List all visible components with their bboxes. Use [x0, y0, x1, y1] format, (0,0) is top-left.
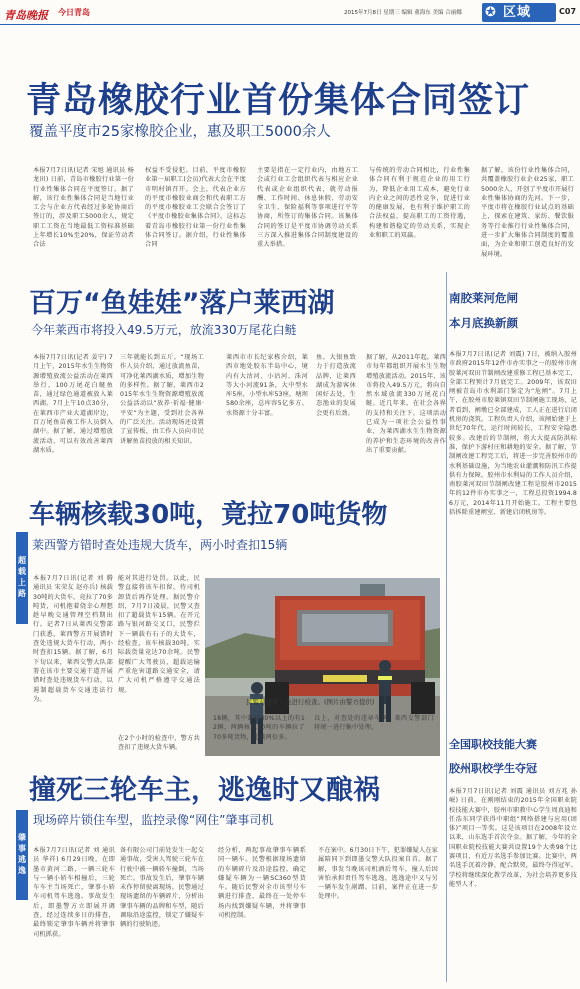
sidebar-story-sluice — [449, 275, 580, 675]
star-icon: ✪ — [485, 5, 496, 20]
story-rubber-contract — [0, 26, 580, 258]
story-fish-release — [0, 275, 445, 475]
story3-right-col-1: 18辆，其中超载30%以上的有12辆，两辆核载30吨的车辆拉了70多吨货物，超载两倍多。 — [213, 715, 305, 741]
sidebar1-body: 本报7月7日讯(记者 刘震) 7日，被纳入胶州市政府2015年12件市办实事之一的胶州市南胶莱河双田节制闸改建重修工程已基本完工，全部工程预计7月底完工。2009年，该双田闸被青岛市水利部门鉴定为“危闸”。7月上午，在胶州市胶莱镇双田节制闸施工现场，记者看到，闸墩已全部建成，工人正在进行启闭机房的浇筑。工程负责人介绍，该闸始建于上世纪70年代，运行时间较长，工程安全隐患较多。改建后的节制闸，将大大提高防洪标准，保护下游村庄和耕地的安全。据了解，节制闸改建工程完工后，将进一步完善胶州市的水利基础设施，为当地农业灌溉和防汛工作提供有力保障。胶州市水利局的工作人员介绍，南胶莱河双田节制闸改建工程是胶州市2015年的12件市办实事之一，工程总投资1994.86万元，2014年11月开始施工。工程主要包括拆除重建闸室、新建启闭机房等。 — [449, 351, 577, 517]
story1-headline: 青岛橡胶行业首份集体合同签订 — [26, 81, 531, 121]
truck-photo-caption: 民警对违规大货进行检查。(图片由警方提供) — [246, 698, 375, 706]
region-tab — [482, 3, 556, 22]
story4-subheadline: 现场碎片锁住车型，监控录像“网住”肇事司机 — [33, 813, 274, 827]
story2-col-3: 莱西市市长纪家栋介绍，莱西市地处胶东半岛中心，境内有大沽河、小沽河、洙河等大小河流91条，大中型水库5座，小型水库53座，塘坝580余座，总库容5亿多方。水资源十分丰富。 — [226, 354, 308, 417]
story2-col-1: 本报7月7日讯(记者 姜宁) 7月上午，2015年水生生物资源增殖放流公益活动在莱西举行，100万尾花白鲢鱼苗，通过绿色通道被放入莱西湖。7月上午10点30分，在莱西市产业大道湖岸边，百万尾鱼苗被工作人员倒入湖中。据了解，通过增殖放流活动，可以有效改善莱西湖水质。 — [33, 354, 113, 454]
sidebar2-headline-1: 全国职校技能大赛 — [449, 738, 537, 751]
section-label: 今日青岛 — [58, 8, 90, 17]
story3-subheadline: 莱西警方错时查处违规大货车，两小时查扣15辆 — [32, 538, 288, 552]
story4-side-label — [16, 810, 28, 900]
story4-col-3: 经分析，两起事故肇事车辆系同一辆车。民警根据现场遗留的车辆碎片及沿途监控，确定嫌疑车辆为一辆SC360型货车。随后民警对全市该型号车辆进行排查，最终在一处停车场内找到嫌疑车辆，并将肇事司机控制。 — [218, 847, 306, 920]
story2-subheadline: 今年莱西市将投入49.5万元，放流330万尾花白鲢 — [31, 323, 297, 337]
dateline: 2015年7月8日 星期三 编辑 董海东 美编 合丽娜 — [344, 10, 462, 16]
story4-headline: 撞死三轮车主，逃逸时又酿祸 — [29, 775, 380, 806]
sidebar1-headline-1: 南胶莱河危闸 — [449, 291, 518, 305]
story1-col-3: 主要是指在一定行业内，由地方工会或行业工会组织代表与相应企业代表或企业组织代表，就劳动报酬、工作时间、休息休假、劳动安全卫生、保险福利等事项进行平等协商，所签订的集体合同。该集体合同的签订是平度市协调劳动关系三方深入推进集体合同制度建设的重大举措。 — [257, 167, 358, 249]
sidebar2-headline-2: 胶州职校学生夺冠 — [449, 762, 537, 775]
sidebar-divider — [446, 272, 447, 982]
page-number: C07 — [559, 7, 577, 16]
story1-col-4: 与传统的劳动合同相比，行业性集体合同有利于规范企业的用工行为，降低企业用工成本，避免行业内企业之间的恶性竞争，促进行业的健康发展，也有利于维护职工的合法权益，提高职工的工资待遇，构建和谐稳定的劳动关系，实现企业和职工的双赢。 — [369, 167, 470, 240]
story3-col-1: 本报7月7日讯(记者 刘 腾 通讯员 宋荣友 赵亦兵) 核载30吨的大货车，竟拉了70多吨货，司机抱着侥幸心理想趁早晚交通管理空档期出行。记者7日从莱西交警部门获悉，莱西警方开展错时查处违规大货车行动，两小时查扣15辆。据了解，6月下旬以来，莱西交警大队部署在该市主要交通干道开展错时查处违规货车行动，以遏制超载货车交通违法行为。 — [33, 575, 113, 703]
story3-right-col-2: 以上，对查处的违章车辆，莱西交警部门将统一进行集中处理。 — [314, 715, 434, 732]
masthead-brand: 青岛晚报 — [4, 9, 48, 22]
story-hit-and-run — [0, 760, 445, 989]
story3-headline: 车辆核载30吨，竟拉70吨货物 — [29, 500, 388, 530]
sidebar1-headline-2: 本月底换新颜 — [449, 316, 518, 330]
story-overloaded-truck — [0, 482, 445, 757]
sidebar-story-skills-contest — [449, 735, 580, 989]
story3-side-label-text: 超载上路 — [17, 556, 27, 600]
story3-col-2: 能对其进行处罚。以此，民警直接将该车扣留，待司机卸货后再作处理。据民警介绍，7月7日凌晨，民警又查扣了超载货车15辆。在开元路与银河路交叉口，民警拦下一辆载有石子的大货车，经检查，该车核载30吨，实际载货量竟达70余吨。民警提醒广大驾驶员，超载运输严重危害道路交通安全，请广大司机严格遵守交通法规。 — [118, 575, 200, 694]
story2-col-5: 据了解，从2011年起，莱西市每年都组织开展水生生物增殖放流活动。2015年，该市将投入49.5万元，将向自然水域放流330万尾花白鲢。近几年来，在社会各界的支持和关注下，这项活动已成为一项社会公益性事业，为莱西湖水生生物资源的养护和生态环境的改善作出了重要贡献。 — [366, 354, 446, 454]
page-header — [0, 0, 580, 26]
story2-col-2: 三年就能长到五斤。“现场工作人员介绍，通过放流鱼苗，可净化莱西湖水质，增加生物的多样性。据了解，莱西市2015年水生生物资源增殖放流公益活动以“放养·祈福·健康·平安”为主题，受到社会各界的广泛关注。活动现场还设置了宣传板，由工作人员向市民讲解鱼苗投放的相关知识。 — [120, 354, 204, 445]
story1-col-2: 权益不受侵犯。目前，平度市橡胶业第一届职工(会员)代表大会在平度市明村镇召开。会上，代表企业方的平度市橡胶业商会和代表职工方的平度市橡胶业工会联合会签订了《平度市橡胶业集体合同》。这标志着青岛市橡胶行业第一份行业性集体合同签订。据介绍，行业性集体合同 — [145, 167, 246, 249]
story4-col-1: 本报7月7日讯(记者 刘 通讯员 华祥) 6月29日晚，在即墨市黄河二路，一辆三轮车与一辆小轿车相撞后，三轮车车主当场死亡，肇事小轿车司机驾车逃逸。事故发生后，即墨警方立即展开调查，经过连续多日的排查，最终锁定肇事车辆并将肇事司机抓获。 — [33, 847, 115, 938]
story3-col-3: 在2个小时的检查中，警方共查扣了违规大货车辆。 — [118, 735, 200, 752]
region-label: 区域 — [503, 5, 532, 20]
story4-col-2: 备有限公司门前处发生一起交通事故，受害人驾驶三轮车在行驶中被一辆轿车撞倒，当场死亡。事故发生后，肇事车辆未作停留驶离现场。民警通过现场遗留的车辆碎片，分析出肇事车辆的品牌和车型，随后调取沿途监控，锁定了嫌疑车辆的行驶轨迹。 — [120, 847, 204, 929]
story3-side-label — [16, 532, 28, 624]
story1-col-1: 本报7月7日讯(记者 宋旭 通讯员 杨龙田) 日前，青岛市橡胶行业第一份行业性集体合同在平度签订。据了解，该行业性集体合同是当地行业工会与企业方代表经过多轮协商后签订的，涉及职工5000余人，规定职工工资在当地最低工资标准基础上年增长10%至20%，保证劳动者合法 — [33, 167, 134, 249]
story2-headline: 百万“鱼娃娃”落户莱西湖 — [29, 288, 335, 319]
story1-col-5: 据了解，该份行业性集体合同，共覆盖橡胶行业企业25家，职工5000余人，开创了平度市开展行业性集体协商的先河。下一步，平度市将在橡胶行业试点的基础上，探索在建筑、家纺、餐饮服务等行业推行行业性集体合同，进一步扩大集体合同制度的覆盖面，为企业和职工创造良好的发展环境。 — [481, 167, 574, 258]
story1-subheadline: 覆盖平度市25家橡胶企业，惠及职工5000余人 — [29, 124, 331, 140]
story2-col-4: 鱼。大银鱼致力于打造放流品牌，让莱西湖成为游客休闲好去处，生态渔业的发展会更有后劲。 — [316, 354, 356, 417]
header-rule — [0, 24, 580, 25]
story4-col-4: 不在案中。6月30日下午，犯罪嫌疑人在家属陪同下到即墨交警大队投案自首。据了解，事发当晚该司机酒后驾车，撞人后因害怕承担责任驾车逃逸，逃逸途中又与另一辆车发生剐蹭。目前，案件正在进一步处理中。 — [318, 847, 438, 901]
story4-side-label-text: 肇事逃逸 — [17, 833, 27, 877]
sidebar2-body: 本报7月7日讯(记者 刘震 通讯员 刘方兆 孙岷) 日前，在刚刚结束的2015年全国职业院校技能大赛中，胶州市职教中心学生周真迪和任浩东同学获得中职组“网络搭建与应用(团体)”项目一等奖。这是该项目在2008年设立以来，山东选手首次夺金。据了解，今年的全国职业院校技能大赛共设置19个大类98个比赛项目，有近万名选手参加比赛。比赛中，两名选手沉着冷静，配合默契，最终夺得冠军。学校将继续深化教学改革，为社会培养更多技能型人才。 — [449, 788, 577, 888]
masthead-logo — [4, 4, 54, 20]
